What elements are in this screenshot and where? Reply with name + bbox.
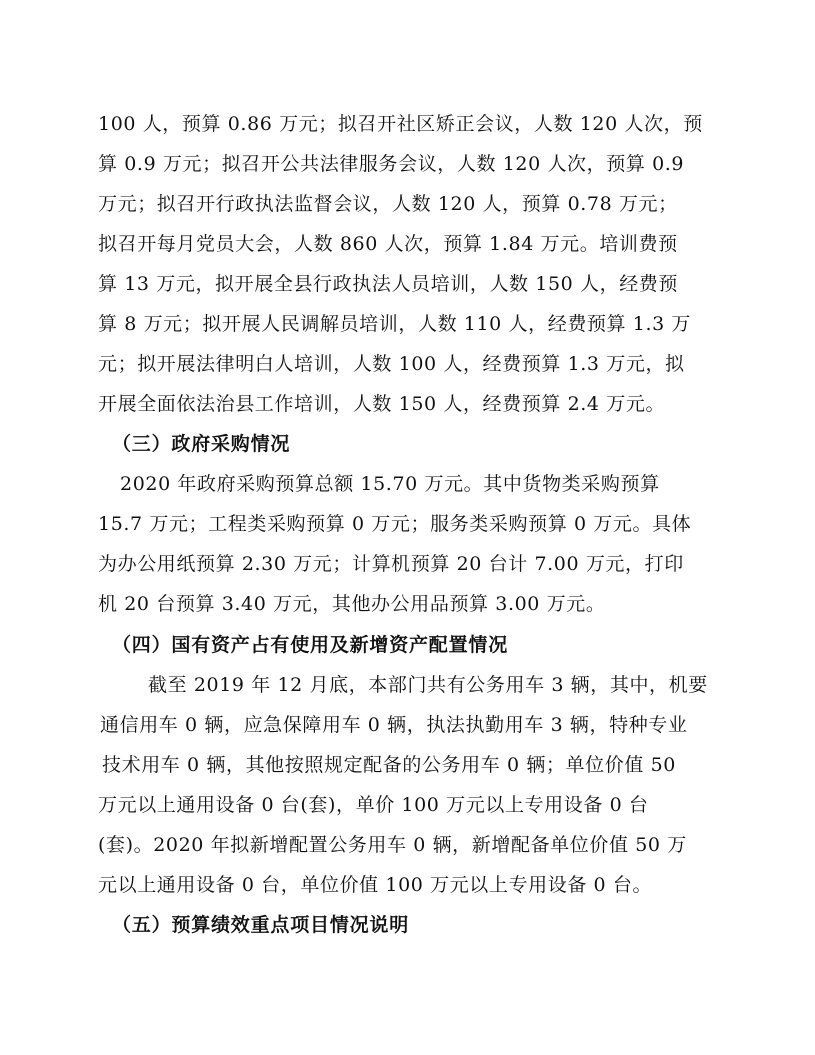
paragraph-line: (套)。2020 年拟新增配置公务用车 0 辆，新增配备单位价值 50 万 [98,834,687,856]
paragraph-line: 技术用车 0 辆，其他按照规定配备的公务用车 0 辆；单位价值 50 [102,754,676,776]
paragraph-line: 算 8 万元；拟开展人民调解员培训，人数 110 人，经费预算 1.3 万 [98,313,692,335]
paragraph-line: 万元以上通用设备 0 台(套)，单价 100 万元以上专用设备 0 台 [98,794,649,816]
paragraph-line: 元；拟开展法律明白人培训，人数 100 人，经费预算 1.3 万元，拟 [98,353,685,375]
paragraph-line: 截至 2019 年 12 月底，本部门共有公务用车 3 辆，其中，机要 [148,674,708,696]
paragraph-line: 开展全面依法治县工作培训，人数 150 人，经费预算 2.4 万元。 [98,393,666,415]
paragraph-line: 2020 年政府采购预算总额 15.70 万元。其中货物类采购预算 [120,473,660,495]
section-heading-government-procurement: （三）政府采购情况 [112,433,291,455]
paragraph-line: 为办公用纸预算 2.30 万元；计算机预算 20 台计 7.00 万元，打印 [98,553,684,575]
paragraph-line: 元以上通用设备 0 台，单位价值 100 万元以上专用设备 0 台。 [98,874,653,896]
paragraph-line: 算 0.9 万元；拟召开公共法律服务会议，人数 120 人次，预算 0.9 [98,153,685,175]
paragraph-line: 算 13 万元，拟开展全县行政执法人员培训，人数 150 人，经费预 [98,273,679,295]
paragraph-line: 拟召开每月党员大会，人数 860 人次，预算 1.84 万元。培训费预 [98,233,678,255]
paragraph-line: 机 20 台预算 3.40 万元，其他办公用品预算 3.00 万元。 [98,593,606,615]
section-heading-performance-projects: （五）预算绩效重点项目情况说明 [112,914,410,936]
paragraph-line: 通信用车 0 辆，应急保障用车 0 辆，执法执勤用车 3 辆，特种专业 [100,714,688,736]
paragraph-line: 万元；拟召开行政执法监督会议，人数 120 人，预算 0.78 万元； [98,193,678,215]
paragraph-line: 100 人，预算 0.86 万元；拟召开社区矫正会议，人数 120 人次，预 [98,113,703,135]
paragraph-line: 15.7 万元；工程类采购预算 0 万元；服务类采购预算 0 万元。具体 [98,513,692,535]
section-heading-state-assets: （四）国有资产占有使用及新增资产配置情况 [112,634,509,656]
